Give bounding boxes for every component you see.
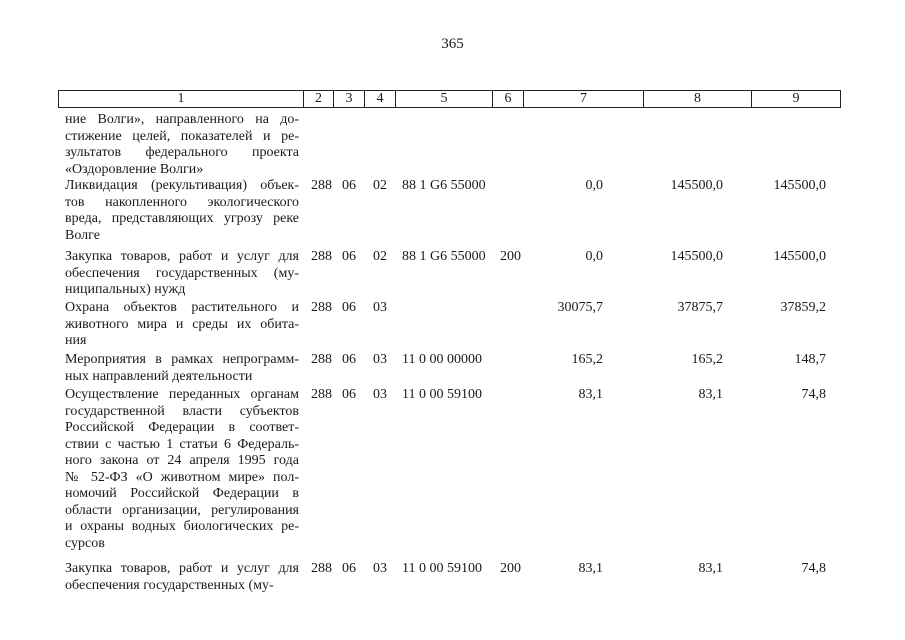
cell-col-3: 06 [342, 387, 356, 402]
cell-col-2: 288 [311, 352, 332, 367]
cell-col-8: 37875,7 [677, 300, 723, 315]
row-name-line: области организации, регулирования [65, 502, 299, 518]
row-name-line: Волге [65, 227, 100, 243]
row-name-line: стижение целей, показателей и ре- [65, 128, 299, 144]
row-name-line: ния [65, 333, 87, 348]
cell-col-9: 145500,0 [773, 178, 826, 193]
header-col-1: 1 [59, 91, 304, 107]
row-name-line: вреда, представляющих угрозу реке [65, 211, 299, 226]
header-col-4: 4 [365, 91, 396, 107]
row-name-line: сурсов [65, 535, 105, 551]
header-col-3: 3 [334, 91, 365, 107]
page-number: 365 [441, 36, 464, 52]
cell-col-5: 88 1 G6 55000 [402, 249, 486, 264]
cell-col-3: 06 [342, 561, 356, 576]
cell-col-4: 03 [373, 300, 387, 315]
cell-col-4: 03 [373, 561, 387, 576]
row-name-line: Закупка товаров, работ и услуг для [65, 561, 299, 576]
cell-col-7: 83,1 [578, 561, 603, 576]
cell-col-9: 74,8 [801, 561, 826, 576]
cell-col-7: 0,0 [585, 178, 603, 193]
cell-col-4: 02 [373, 178, 387, 193]
row-name [65, 387, 299, 552]
cell-col-4: 03 [373, 387, 387, 402]
cell-col-8: 83,1 [698, 387, 723, 402]
cell-col-4: 02 [373, 249, 387, 264]
header-col-9: 9 [792, 91, 800, 106]
row-name-line: ниципальных) нужд [65, 282, 186, 297]
header-col-6: 6 [493, 91, 524, 107]
cell-col-7: 83,1 [578, 387, 603, 402]
cell-col-9: 148,7 [794, 352, 826, 367]
row-name-line: ние Волги», направленного на до- [65, 112, 299, 127]
cell-col-5: 11 0 00 59100 [402, 561, 482, 576]
row-name-line: Осуществление переданных органам [65, 387, 299, 402]
cell-col-2: 288 [311, 249, 332, 264]
row-name-line: Мероприятия в рамках непрограмм- [65, 352, 299, 367]
cell-col-6: 200 [500, 249, 521, 264]
cell-col-5: 88 1 G6 55000 [402, 178, 486, 193]
cell-col-5: 11 0 00 59100 [402, 387, 482, 402]
row-name [65, 178, 299, 244]
cell-col-2: 288 [311, 387, 332, 402]
header-col-7: 7 [524, 91, 644, 107]
cell-col-3: 06 [342, 249, 356, 264]
table-header [58, 90, 841, 108]
cell-col-9: 74,8 [801, 387, 826, 402]
row-name-line: номочий Российской Федерации в [65, 486, 299, 501]
cell-col-2: 288 [311, 300, 332, 315]
cell-col-8: 83,1 [698, 561, 723, 576]
row-name-line: зультатов федерального проекта [65, 145, 299, 160]
cell-col-7: 30075,7 [557, 300, 603, 315]
row-name-line: ных направлений деятельности [65, 368, 253, 384]
row-name [65, 112, 299, 178]
cell-col-7: 165,2 [571, 352, 603, 367]
cell-col-7: 0,0 [585, 249, 603, 264]
cell-col-2: 288 [311, 178, 332, 193]
cell-col-9: 37859,2 [780, 300, 826, 315]
row-name-line: Охрана объектов растительного и [65, 300, 299, 315]
row-name [65, 352, 299, 385]
row-name-line: «Оздоровление Волги» [65, 161, 204, 177]
cell-col-5: 11 0 00 00000 [402, 352, 482, 367]
row-name-line: и охраны водных биологических ре- [65, 519, 299, 534]
cell-col-6: 200 [500, 561, 521, 576]
row-name-line: тов накопленного экологического [65, 194, 299, 210]
cell-col-8: 145500,0 [670, 249, 723, 264]
cell-col-4: 03 [373, 352, 387, 367]
cell-col-9: 145500,0 [773, 249, 826, 264]
row-name [65, 561, 299, 594]
cell-col-3: 06 [342, 300, 356, 315]
row-name-line: ствии с частью 1 статьи 6 Федераль- [65, 436, 299, 452]
row-name-line: Ликвидация (рекультивация) объек- [65, 178, 299, 193]
cell-col-3: 06 [342, 178, 356, 193]
header-col-5: 5 [396, 91, 493, 107]
cell-col-8: 145500,0 [670, 178, 723, 193]
row-name-line: Закупка товаров, работ и услуг для [65, 249, 299, 264]
row-name-line: животного мира и среды их обита- [65, 316, 299, 332]
row-name-line: № 52-ФЗ «О животном мире» пол- [65, 469, 299, 485]
header-col-8: 8 [644, 91, 752, 107]
header-col-2: 2 [304, 91, 334, 107]
row-name-line: Российской Федерации в соответ- [65, 420, 299, 435]
cell-col-8: 165,2 [691, 352, 723, 367]
row-name-line: государственной власти субъектов [65, 403, 299, 419]
row-name-line: обеспечения государственных (му- [65, 577, 274, 593]
row-name-line: ного закона от 24 апреля 1995 года [65, 453, 299, 468]
row-name [65, 249, 299, 299]
cell-col-2: 288 [311, 561, 332, 576]
row-name-line: обеспечения государственных (му- [65, 265, 299, 281]
row-name [65, 300, 299, 350]
cell-col-3: 06 [342, 352, 356, 367]
